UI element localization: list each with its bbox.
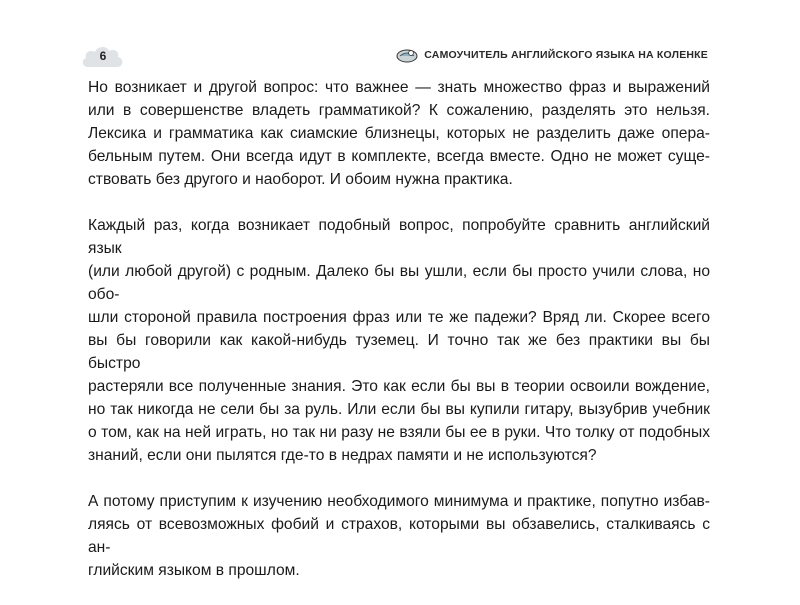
page-number-badge [80, 43, 126, 69]
text-line: вы бы говорили как какой-нибудь туземец. И точно так же без практики вы бы быстро [88, 332, 710, 372]
text-line: или в совершенстве владеть грамматикой? К сожалению, разделять это нельзя. [88, 102, 710, 119]
text-line: растеряли все полученные знания. Это как если бы вы в теории освоили вождение, [88, 378, 710, 395]
text-line: глийским языком в прошлом. [88, 562, 300, 579]
text-line: А потому приступим к изучению необходимого минимума и практике, попутно избав- [88, 493, 710, 510]
paragraph-1 [88, 76, 710, 191]
text-line: знаний, если они пылятся где-то в недрах памяти и не используются? [88, 447, 597, 464]
paragraph-3 [88, 490, 710, 582]
text-line: Но возникает и другой вопрос: что важнее — знать множество фраз и выражений [88, 79, 710, 96]
text-line: Каждый раз, когда возникает подобный вопрос, попробуйте сравнить английский язык [88, 217, 710, 257]
text-line: о том, как на ней играть, но так ни разу не взяли бы ее в руки. Что толку от подобных [88, 424, 710, 441]
paragraph-2 [88, 214, 710, 467]
text-line: но так никогда не сели бы за руль. Или если бы вы купили гитару, вызубрив учебник [88, 401, 710, 418]
body-text [88, 76, 710, 605]
book-with-tea-icon [396, 47, 418, 63]
text-line: ствовать без другого и наоборот. И обоим нужна практика. [88, 171, 513, 188]
page-number: 6 [99, 49, 107, 63]
running-head [396, 47, 708, 63]
text-line: ляясь от всевозможных фобий и страхов, которыми вы обзавелись, сталкиваясь с ан- [88, 516, 710, 556]
text-line: (или любой другой) с родным. Далеко бы вы ушли, если бы просто учили слова, но обо- [88, 263, 710, 303]
running-head-title: САМОУЧИТЕЛЬ АНГЛИЙСКОГО ЯЗЫКА НА КОЛЕНКЕ [424, 49, 708, 61]
text-line: Лексика и грамматика как сиамские близнецы, которых не разделить даже опера- [88, 125, 710, 142]
text-line: бельным путем. Они всегда идут в комплекте, всегда вместе. Одно не может суще- [88, 148, 710, 165]
text-line: шли стороной правила построения фраз или те же падежи? Вряд ли. Скорее всего [88, 309, 710, 326]
